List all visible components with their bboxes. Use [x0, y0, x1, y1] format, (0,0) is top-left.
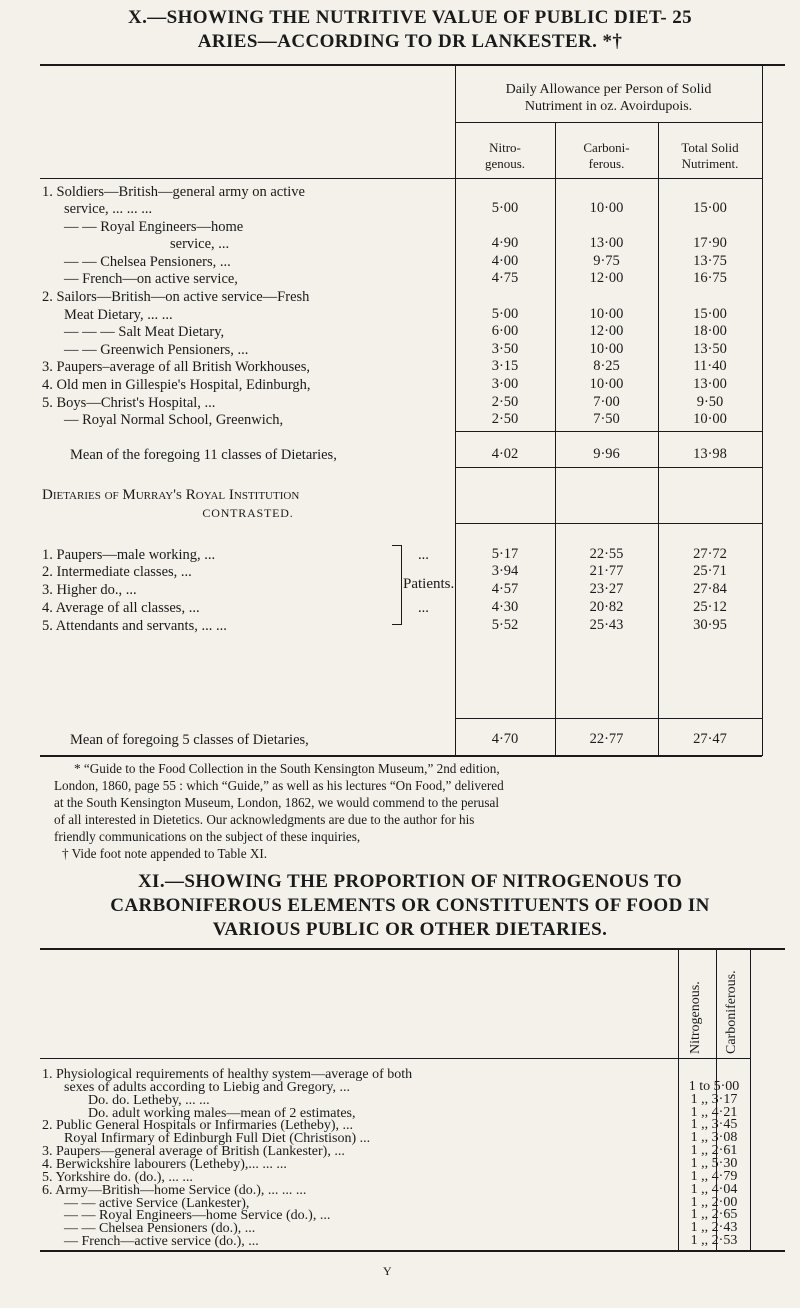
footnote-line-4: of all interested in Dietetics. Our acknowledgments are due to the author for his	[54, 812, 475, 827]
ratio-value: 1 ,, 3·08	[690, 1130, 738, 1145]
ratio-row-label: Do. adult working males—mean of 2 estimates,	[88, 1106, 356, 1121]
table-cell-total: 11·40	[693, 358, 727, 374]
murray-cell-nitrogenous: 4·57	[491, 581, 519, 597]
table-cell-nitrogenous: 3·50	[491, 341, 519, 357]
table-row-label: 1. Soldiers—British—general army on active	[42, 184, 305, 200]
murray-row-label: 4. Average of all classes, ...	[42, 600, 200, 616]
ratio-row-label: — French—active service (do.), ...	[64, 1234, 259, 1249]
ratio-row-label: 4. Berwickshire labourers (Letheby),... ... ...	[42, 1157, 287, 1172]
ratio-row-label: Royal Infirmary of Edinburgh Full Diet (Christison) ...	[64, 1131, 371, 1146]
table-cell-total: 15·00	[693, 200, 727, 216]
table-x-title-line1: X.—SHOWING THE NUTRITIVE VALUE OF PUBLIC DIET- 25	[127, 7, 693, 28]
table-x-title-line2: ARIES—ACCORDING TO DR LANKESTER. *†	[197, 31, 623, 52]
mean1-nitrogenous: 4·02	[491, 446, 519, 462]
murray-cell-total: 30·95	[693, 617, 727, 633]
ratio-value: 1 ,, 2·43	[690, 1220, 738, 1235]
table-cell-nitrogenous: 3·15	[491, 358, 519, 374]
table-cell-total: 9·50	[696, 394, 724, 410]
murray-cell-nitrogenous: 3·94	[491, 563, 519, 579]
table-cell-total: 17·90	[693, 235, 727, 251]
table-xi-bottom-rule	[40, 1250, 785, 1252]
table-cell-total: 18·00	[693, 323, 727, 339]
table-row-label: 2. Sailors—British—on active service—Fresh	[42, 289, 310, 305]
ratio-value: 1 ,, 2·00	[690, 1195, 738, 1210]
col-carboniferous-vertical: Carboniferous.	[724, 970, 739, 1054]
table-row-label: service, ... ... ...	[64, 201, 153, 217]
table-cell-carboniferous: 10·00	[589, 376, 624, 392]
murray-cell-total: 25·12	[693, 599, 727, 615]
table-cell-total: 13·75	[693, 253, 727, 269]
ratio-row-label: 2. Public General Hospitals or Infirmaries (Letheby), ...	[42, 1118, 354, 1133]
ratio-value: 1 ,, 2·65	[690, 1207, 738, 1222]
table-cell-nitrogenous: 2·50	[491, 394, 519, 410]
ratio-row-label: — — Royal Engineers—home Service (do.), ...	[64, 1208, 331, 1223]
table-cell-nitrogenous: 2·50	[491, 411, 519, 427]
table-row-label: 5. Boys—Christ's Hospital, ...	[42, 395, 216, 411]
ratio-value: 1 ,, 2·61	[690, 1143, 738, 1158]
footnote-line-1: * “Guide to the Food Collection in the South Kensington Museum,” 2nd edition,	[74, 761, 500, 776]
col-total-head-a: Total Solid	[681, 140, 739, 155]
footnote-line-5: friendly communications on the subject of these inquiries,	[54, 829, 361, 844]
table-xi-top-rule	[40, 948, 785, 950]
ratio-value: 1 ,, 5·30	[690, 1156, 738, 1171]
table-cell-nitrogenous: 4·90	[491, 235, 519, 251]
table-cell-nitrogenous: 3·00	[491, 376, 519, 392]
table-row-label: — — Chelsea Pensioners, ...	[64, 254, 231, 270]
murray-cell-carboniferous: 25·43	[589, 617, 624, 633]
table-xi-title-line2: CARBONIFEROUS ELEMENTS OR CONSTITUENTS OF FOOD IN	[110, 895, 710, 916]
table-cell-nitrogenous: 6·00	[491, 323, 519, 339]
table-row-label: Meat Dietary, ... ...	[64, 307, 173, 323]
table-x-header-rule	[455, 122, 762, 123]
table-row-label: 3. Paupers–average of all British Workhouses,	[42, 359, 310, 375]
ratio-row-label: 1. Physiological requirements of healthy system—average of both	[42, 1067, 413, 1082]
table-cell-carboniferous: 13·00	[589, 235, 624, 251]
table-cell-total: 10·00	[693, 411, 727, 427]
table-cell-total: 13·00	[693, 376, 727, 392]
murray-row-tail: ...	[418, 547, 429, 563]
table-row-label: service, ...	[170, 236, 230, 252]
table-x-subheader-rule	[40, 178, 762, 179]
ratio-value: 1 ,, 4·21	[690, 1105, 738, 1120]
footnote-line-3: at the South Kensington Museum, London, 1862, we would commend to the perusal	[54, 795, 500, 810]
table-cell-total: 13·50	[693, 341, 727, 357]
footnote-line-2: London, 1860, page 55 : which “Guide,” as well as his lectures “On Food,” delivered	[54, 778, 504, 793]
table-cell-total: 16·75	[693, 270, 727, 286]
patients-label: Patients.	[403, 576, 455, 592]
murray-cell-carboniferous: 21·77	[589, 563, 624, 579]
table-row-label: — Royal Normal School, Greenwich,	[64, 412, 284, 428]
mean2-nitrogenous: 4·70	[491, 731, 519, 747]
ratio-row-label: 5. Yorkshire do. (do.), ... ...	[42, 1170, 193, 1185]
table-cell-nitrogenous: 4·75	[491, 270, 519, 286]
murray-cell-total: 27·72	[693, 546, 727, 562]
table-x-right-edge	[762, 66, 763, 756]
murray-cell-carboniferous: 20·82	[589, 599, 624, 615]
table-cell-carboniferous: 9·75	[593, 253, 620, 269]
mean1-label: Mean of the foregoing 11 classes of Dietaries,	[70, 447, 337, 463]
table-cell-nitrogenous: 5·00	[491, 200, 519, 216]
murray-row-label: 2. Intermediate classes, ...	[42, 564, 192, 580]
table-row-label: — French—on active service,	[64, 271, 238, 287]
table-cell-nitrogenous: 5·00	[491, 306, 519, 322]
table-xi-right-edge	[750, 950, 751, 1250]
ratio-row-label: — — Chelsea Pensioners (do.), ...	[64, 1221, 256, 1236]
murray-row-label: 5. Attendants and servants, ... ...	[42, 618, 227, 634]
table-cell-carboniferous: 12·00	[589, 270, 624, 286]
murray-cell-carboniferous: 22·55	[589, 546, 624, 562]
signature-mark: Y	[383, 1264, 392, 1278]
murray-cell-carboniferous: 23·27	[589, 581, 624, 597]
mean2-carboniferous: 22·77	[589, 731, 624, 747]
ratio-row-label: 6. Army—British—home Service (do.), ... ... ...	[42, 1183, 307, 1198]
ratio-value: 1 ,, 4·79	[690, 1169, 738, 1184]
table-cell-carboniferous: 8·25	[593, 358, 620, 374]
col-carboniferous-head-a: Carboni-	[583, 140, 630, 155]
ratio-value: 1 ,, 2·53	[690, 1233, 738, 1248]
table-x-top-rule	[40, 64, 785, 66]
murray-cell-nitrogenous: 5·17	[491, 546, 519, 562]
col-nitrogenous-vertical: Nitrogenous.	[688, 981, 703, 1054]
table-xi-title-line1: XI.—SHOWING THE PROPORTION OF NITROGENOUS TO	[137, 871, 683, 892]
col-total-head-b: Nutriment.	[681, 156, 739, 171]
table-row-label: — — Greenwich Pensioners, ...	[64, 342, 249, 358]
ratio-value: 1 ,, 4·04	[690, 1182, 738, 1197]
ratio-row-label: Do. do. Letheby, ... ...	[88, 1093, 210, 1108]
table-cell-carboniferous: 10·00	[589, 341, 624, 357]
table-xi-title-line3: VARIOUS PUBLIC OR OTHER DIETARIES.	[212, 919, 608, 940]
murray-cell-nitrogenous: 4·30	[491, 599, 519, 615]
table-cell-carboniferous: 7·00	[593, 394, 620, 410]
table-cell-carboniferous: 10·00	[589, 306, 624, 322]
col-carboniferous-head-b: ferous.	[588, 156, 625, 171]
table-cell-carboniferous: 10·00	[589, 200, 624, 216]
table-x-bottom-rule	[40, 755, 762, 757]
table-x-col-divider-2	[555, 122, 556, 756]
table-cell-total: 15·00	[693, 306, 727, 322]
table-cell-nitrogenous: 4·00	[491, 253, 519, 269]
ratio-row-label: — — active Service (Lankester),	[64, 1196, 250, 1211]
table-x-header-main-2: Nutriment in oz. Avoirdupois.	[524, 99, 693, 114]
murray-row-label: 1. Paupers—male working, ...	[42, 547, 216, 563]
ratio-value: 1 ,, 3·45	[690, 1117, 738, 1132]
mean1-total: 13·98	[693, 446, 727, 462]
mean2-total: 27·47	[693, 731, 727, 747]
murray-subheading: CONTRASTED.	[202, 506, 294, 520]
murray-cell-total: 25·71	[693, 563, 727, 579]
table-x-col-divider-3	[658, 122, 659, 756]
ratio-row-label: 3. Paupers—general average of British (Lankester), ...	[42, 1144, 345, 1159]
mean2-top-rule	[455, 718, 762, 719]
col-nitrogenous-head-a: Nitro-	[489, 140, 521, 155]
table-x-header-main-1: Daily Allowance per Person of Solid	[505, 82, 712, 97]
table-cell-carboniferous: 12·00	[589, 323, 624, 339]
table-cell-carboniferous: 7·50	[593, 411, 620, 427]
mean2-label: Mean of foregoing 5 classes of Dietaries,	[70, 732, 309, 748]
ratio-value: 1 to 5·00	[688, 1079, 740, 1094]
mean1-bottom-rule	[455, 467, 762, 468]
col-nitrogenous-head-b: genous.	[484, 156, 526, 171]
murray-row-label: 3. Higher do., ...	[42, 582, 137, 598]
footnote-line-6: † Vide foot note appended to Table XI.	[62, 846, 268, 861]
table-row-label: — — — Salt Meat Dietary,	[64, 324, 225, 340]
table-row-label: 4. Old men in Gillespie's Hospital, Edinburgh,	[42, 377, 311, 393]
murray-heading: Dietaries of Murray's Royal Institution	[42, 487, 300, 503]
murray-rule	[455, 523, 762, 524]
murray-row-tail: ...	[418, 600, 429, 616]
mean1-carboniferous: 9·96	[593, 446, 620, 462]
table-xi-header-rule	[40, 1058, 750, 1059]
ratio-row-label: sexes of adults according to Liebig and Gregory, ...	[64, 1080, 351, 1095]
ratio-value: 1 ,, 3·17	[690, 1092, 738, 1107]
patients-brace	[392, 545, 402, 625]
mean1-top-rule	[455, 431, 762, 432]
table-row-label: — — Royal Engineers—home	[64, 219, 244, 235]
murray-cell-nitrogenous: 5·52	[491, 617, 519, 633]
murray-cell-total: 27·84	[693, 581, 727, 597]
